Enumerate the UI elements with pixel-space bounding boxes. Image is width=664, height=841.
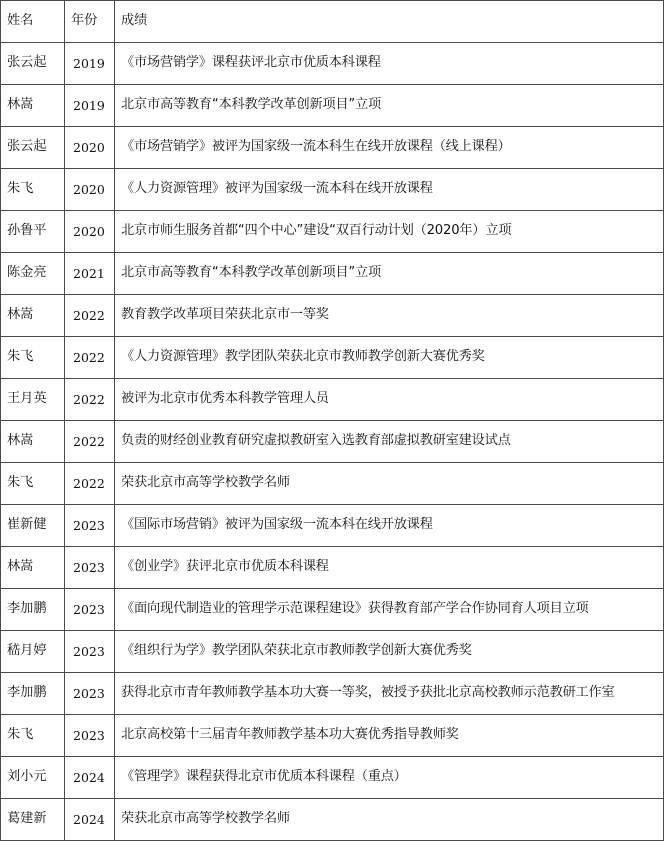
cell-year: 2019 xyxy=(65,85,115,127)
cell-year: 2024 xyxy=(65,757,115,799)
cell-name: 陈金亮 xyxy=(1,253,65,295)
table-row xyxy=(1,421,664,463)
table-header xyxy=(1,1,664,43)
cell-achievement: 荣获北京市高等学校教学名师 xyxy=(115,799,664,841)
cell-year: 2022 xyxy=(65,337,115,379)
table-row xyxy=(1,211,664,253)
cell-name: 朱飞 xyxy=(1,463,65,505)
table-row xyxy=(1,589,664,631)
cell-achievement: 北京市师生服务首都“四个中心”建设“双百行动计划（2020年）立项 xyxy=(115,211,664,253)
cell-name: 李加鹏 xyxy=(1,589,65,631)
table-row xyxy=(1,85,664,127)
cell-achievement: 《组织行为学》教学团队荣获北京市教师教学创新大赛优秀奖 xyxy=(115,631,664,673)
cell-year: 2022 xyxy=(65,463,115,505)
cell-name: 孙鲁平 xyxy=(1,211,65,253)
table-row xyxy=(1,547,664,589)
cell-year: 2023 xyxy=(65,715,115,757)
cell-achievement: 《市场营销学》被评为国家级一流本科生在线开放课程（线上课程） xyxy=(115,127,664,169)
cell-year: 2020 xyxy=(65,211,115,253)
cell-achievement: 《创业学》获评北京市优质本科课程 xyxy=(115,547,664,589)
table-row xyxy=(1,631,664,673)
cell-name: 王月英 xyxy=(1,379,65,421)
cell-year: 2022 xyxy=(65,421,115,463)
cell-name: 朱飞 xyxy=(1,169,65,211)
cell-achievement: 荣获北京市高等学校教学名师 xyxy=(115,463,664,505)
header-achievement: 成绩 xyxy=(115,1,664,43)
cell-achievement: 《管理学》课程获得北京市优质本科课程（重点） xyxy=(115,757,664,799)
cell-name: 崔新健 xyxy=(1,505,65,547)
cell-name: 朱飞 xyxy=(1,715,65,757)
cell-name: 刘小元 xyxy=(1,757,65,799)
cell-name: 李加鹏 xyxy=(1,673,65,715)
cell-year: 2022 xyxy=(65,379,115,421)
header-name: 姓名 xyxy=(1,1,65,43)
cell-achievement: 《国际市场营销》被评为国家级一流本科在线开放课程 xyxy=(115,505,664,547)
cell-achievement: 北京市高等教育“本科教学改革创新项目”立项 xyxy=(115,85,664,127)
cell-name: 林嵩 xyxy=(1,85,65,127)
table-row xyxy=(1,295,664,337)
cell-name: 张云起 xyxy=(1,127,65,169)
cell-achievement: 《人力资源管理》教学团队荣获北京市教师教学创新大赛优秀奖 xyxy=(115,337,664,379)
table-row xyxy=(1,127,664,169)
cell-year: 2023 xyxy=(65,547,115,589)
cell-year: 2023 xyxy=(65,673,115,715)
cell-achievement: 北京市高等教育“本科教学改革创新项目”立项 xyxy=(115,253,664,295)
cell-achievement: 《市场营销学》课程获评北京市优质本科课程 xyxy=(115,43,664,85)
cell-name: 林嵩 xyxy=(1,421,65,463)
cell-name: 葛建新 xyxy=(1,799,65,841)
table-row xyxy=(1,169,664,211)
table-row xyxy=(1,505,664,547)
cell-year: 2023 xyxy=(65,589,115,631)
cell-year: 2023 xyxy=(65,505,115,547)
cell-name: 林嵩 xyxy=(1,295,65,337)
cell-achievement: 教育教学改革项目荣获北京市一等奖 xyxy=(115,295,664,337)
table-row xyxy=(1,673,664,715)
cell-year: 2021 xyxy=(65,253,115,295)
cell-achievement: 负责的财经创业教育研究虚拟教研室入选教育部虚拟教研室建设试点 xyxy=(115,421,664,463)
cell-year: 2022 xyxy=(65,295,115,337)
table-row xyxy=(1,715,664,757)
cell-year: 2024 xyxy=(65,799,115,841)
table-row xyxy=(1,379,664,421)
cell-name: 林嵩 xyxy=(1,547,65,589)
table-row xyxy=(1,337,664,379)
cell-name: 朱飞 xyxy=(1,337,65,379)
cell-name: 嵇月婷 xyxy=(1,631,65,673)
table-body xyxy=(1,43,664,841)
cell-achievement: 《人力资源管理》被评为国家级一流本科在线开放课程 xyxy=(115,169,664,211)
header-year: 年份 xyxy=(65,1,115,43)
cell-year: 2019 xyxy=(65,43,115,85)
table-row xyxy=(1,757,664,799)
table-row xyxy=(1,799,664,841)
cell-name: 张云起 xyxy=(1,43,65,85)
table-row xyxy=(1,253,664,295)
cell-achievement: 北京高校第十三届青年教师教学基本功大赛优秀指导教师奖 xyxy=(115,715,664,757)
table-row xyxy=(1,463,664,505)
cell-achievement: 被评为北京市优秀本科教学管理人员 xyxy=(115,379,664,421)
header-row xyxy=(1,1,664,43)
cell-achievement: 《面向现代制造业的管理学示范课程建设》获得教育部产学合作协同育人项目立项 xyxy=(115,589,664,631)
cell-year: 2020 xyxy=(65,169,115,211)
cell-year: 2023 xyxy=(65,631,115,673)
cell-year: 2020 xyxy=(65,127,115,169)
cell-achievement: 获得北京市青年教师教学基本功大赛一等奖，被授予获批北京高校教师示范教研工作室 xyxy=(115,673,664,715)
table-row xyxy=(1,43,664,85)
